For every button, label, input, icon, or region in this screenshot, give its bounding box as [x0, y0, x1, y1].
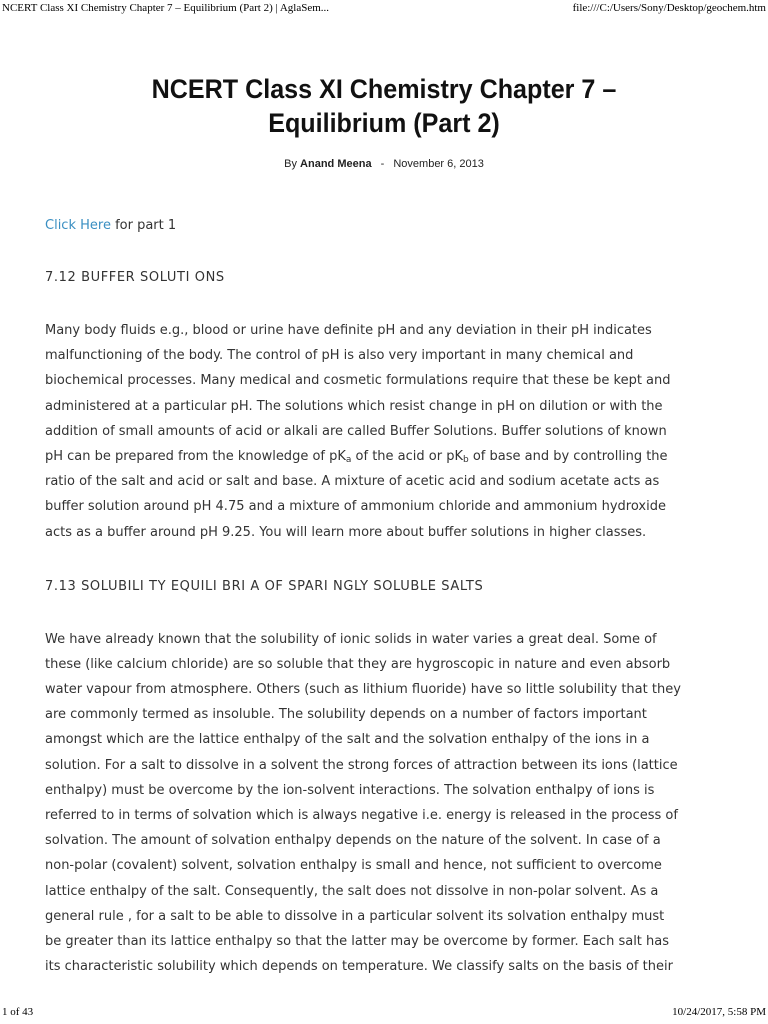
byline: [0, 158, 768, 170]
text-line: buffer solution around pH 4.75 and a mixture of ammonium chloride and ammonium hydroxide: [45, 499, 666, 515]
page-indicator: 1 of 43: [2, 1006, 34, 1018]
text-line: be greater than its lattice enthalpy so that the latter may be overcome by former. Each salt has: [45, 933, 670, 949]
text-line: ratio of the salt and acid or salt and base. A mixture of acetic acid and sodium acetate acts as: [45, 474, 660, 490]
text-line: biochemical processes. Many medical and cosmetic formulations require that these be kept and: [45, 373, 671, 389]
subscript-a: a: [345, 454, 352, 465]
text-line: these (like calcium chloride) are so soluble that they are hygroscopic in nature and even absorb: [45, 656, 671, 672]
text-fragment: of the acid or pK: [351, 448, 463, 464]
publish-date: November 6, 2013: [393, 158, 484, 170]
by-label: By: [284, 158, 297, 170]
text-line: We have already known that the solubility of ionic solids in water varies a great deal. Some of: [45, 631, 657, 647]
paragraph-buffer-solutions: [45, 318, 768, 545]
text-line: are commonly termed as insoluble. The solubility depends on a number of factors important: [45, 707, 647, 723]
print-tab-title: NCERT Class XI Chemistry Chapter 7 – Equilibrium (Part 2) | AglaSem...: [2, 2, 330, 14]
text-line: malfunctioning of the body. The control of pH is also very important in many chemical and: [45, 348, 634, 364]
print-footer: [2, 1006, 766, 1020]
text-line: addition of small amounts of acid or alkali are called Buffer Solutions. Buffer solutions of known: [45, 423, 667, 439]
section-heading-solubility-equilibria: 7.13 SOLUBILI TY EQUILI BRI A OF SPARI NGLY SOLUBLE SALTS: [45, 578, 484, 594]
article-title-line-1: NCERT Class XI Chemistry Chapter 7 –: [151, 74, 617, 104]
paragraph-solubility-equilibria: [45, 627, 768, 980]
section-heading-buffer-solutions: 7.12 BUFFER SOLUTI ONS: [45, 270, 225, 285]
article-body: [45, 216, 768, 979]
text-fragment: pH can be prepared from the knowledge of pK: [45, 448, 346, 464]
text-line: acts as a buffer around pH 9.25. You will learn more about buffer solutions in higher classes.: [45, 524, 647, 540]
article-title-line-2: Equilibrium (Part 2): [268, 108, 500, 138]
subscript-b: b: [463, 454, 469, 465]
part-1-link[interactable]: Click Here: [45, 218, 111, 233]
print-header: [2, 2, 766, 16]
text-line: Many body fluids e.g., blood or urine have definite pH and any deviation in their pH indicates: [45, 323, 652, 338]
author-link[interactable]: Anand Meena: [300, 158, 372, 170]
text-line: referred to in terms of solvation which is always negative i.e. energy is released in the process of: [45, 808, 678, 823]
text-line: its characteristic solubility which depends on temperature. We classify salts on the basis of their: [45, 959, 673, 975]
text-line: water vapour from atmosphere. Others (such as lithium fluoride) have so little solubility that they: [45, 682, 681, 698]
article-title: [83, 72, 686, 140]
text-line-with-subscripts: [45, 444, 768, 469]
text-line: solution. For a salt to dissolve in a solvent the strong forces of attraction between its ions (lattice: [45, 757, 678, 773]
text-line: amongst which are the lattice enthalpy of the salt and the solvation enthalpy of the ions in a: [45, 732, 650, 748]
intro-paragraph: [45, 216, 768, 236]
text-line: general rule , for a salt to be able to dissolve in a particular solvent its solvation enthalpy must: [45, 908, 665, 924]
text-line: non-polar (covalent) solvent, solvation enthalpy is small and hence, not sufficient to overcome: [45, 858, 662, 874]
text-fragment: of base and by controlling the: [468, 448, 668, 464]
byline-separator: -: [380, 158, 385, 170]
print-file-path: file:///C:/Users/Sony/Desktop/geochem.htm: [572, 2, 766, 14]
text-line: solvation. The amount of solvation enthalpy depends on the nature of the solvent. In case of a: [45, 833, 661, 849]
text-line: enthalpy) must be overcome by the ion-solvent interactions. The solvation enthalpy of ions is: [45, 782, 655, 798]
text-line: lattice enthalpy of the salt. Consequently, the salt does not dissolve in non-polar solvent. As a: [45, 883, 659, 899]
print-timestamp: 10/24/2017, 5:58 PM: [672, 1006, 766, 1018]
text-line: administered at a particular pH. The solutions which resist change in pH on dilution or with the: [45, 398, 663, 414]
intro-suffix: for part 1: [110, 218, 177, 233]
